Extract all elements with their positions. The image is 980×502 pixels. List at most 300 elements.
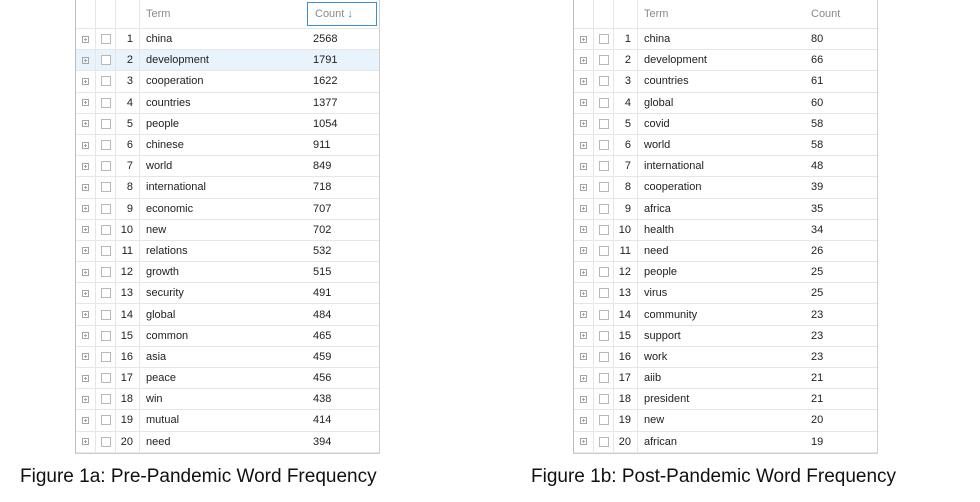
term-cell: international — [644, 160, 704, 173]
table-row[interactable] — [76, 432, 379, 453]
pre-pandemic-rows — [76, 29, 379, 453]
row-checkbox[interactable] — [599, 76, 609, 86]
table-row[interactable] — [574, 135, 877, 156]
count-cell: 58 — [811, 139, 824, 152]
table-row[interactable] — [76, 262, 379, 283]
expand-icon[interactable] — [580, 332, 587, 339]
row-checkbox[interactable] — [101, 119, 111, 129]
table-row[interactable] — [574, 29, 877, 50]
checkbox-cell[interactable] — [96, 50, 116, 70]
expand-cell[interactable] — [76, 220, 96, 240]
expand-icon[interactable] — [82, 353, 89, 360]
expand-cell[interactable] — [76, 114, 96, 134]
term-cell: cooperation — [146, 75, 204, 88]
expand-cell[interactable] — [574, 368, 594, 388]
row-index: 6 — [116, 135, 140, 155]
expand-cell[interactable] — [574, 304, 594, 324]
checkbox-cell[interactable] — [594, 241, 614, 261]
row-index: 17 — [614, 368, 638, 388]
expand-cell[interactable] — [76, 135, 96, 155]
expand-cell[interactable] — [574, 50, 594, 70]
checkbox-cell[interactable] — [594, 262, 614, 282]
row-checkbox[interactable] — [101, 310, 111, 320]
expand-icon[interactable] — [580, 142, 587, 149]
count-cell: 21 — [811, 393, 824, 406]
checkbox-cell[interactable] — [594, 432, 614, 452]
checkbox-cell[interactable] — [96, 347, 116, 367]
expand-icon[interactable] — [580, 353, 587, 360]
term-column-header[interactable]: Term — [644, 8, 669, 20]
row-checkbox[interactable] — [101, 437, 111, 447]
expand-icon[interactable] — [580, 375, 587, 382]
row-index: 13 — [116, 283, 140, 303]
count-cell: 23 — [811, 350, 824, 363]
expand-cell[interactable] — [76, 156, 96, 176]
row-checkbox[interactable] — [101, 34, 111, 44]
post-pandemic-table-panel — [573, 0, 878, 454]
expand-cell[interactable] — [76, 262, 96, 282]
expand-icon[interactable] — [82, 205, 89, 212]
expand-icon[interactable] — [580, 438, 587, 445]
expand-cell[interactable] — [574, 262, 594, 282]
table-row[interactable] — [574, 368, 877, 389]
checkbox-cell[interactable] — [96, 432, 116, 452]
table-row[interactable] — [76, 199, 379, 220]
header-expand-cell — [76, 0, 96, 28]
term-cell: growth — [146, 266, 180, 279]
expand-cell[interactable] — [76, 326, 96, 346]
count-cell: 1791 — [313, 54, 338, 67]
checkbox-cell[interactable] — [594, 93, 614, 113]
table-row[interactable] — [574, 241, 877, 262]
expand-icon[interactable] — [82, 247, 89, 254]
table-row[interactable] — [574, 50, 877, 71]
term-cell: need — [644, 244, 669, 257]
expand-icon[interactable] — [82, 163, 89, 170]
expand-cell[interactable] — [574, 199, 594, 219]
expand-cell[interactable] — [76, 241, 96, 261]
table-row[interactable] — [574, 283, 877, 304]
expand-cell[interactable] — [76, 432, 96, 452]
row-index: 17 — [116, 368, 140, 388]
expand-cell[interactable] — [574, 283, 594, 303]
expand-cell[interactable] — [574, 410, 594, 430]
expand-cell[interactable] — [76, 389, 96, 409]
table-row[interactable] — [76, 368, 379, 389]
count-cell: 1054 — [313, 117, 338, 130]
row-checkbox[interactable] — [599, 119, 609, 129]
expand-icon[interactable] — [580, 36, 587, 43]
row-checkbox[interactable] — [599, 267, 609, 277]
expand-cell[interactable] — [574, 114, 594, 134]
expand-cell[interactable] — [76, 304, 96, 324]
count-cell: 23 — [811, 329, 824, 342]
expand-icon[interactable] — [82, 290, 89, 297]
row-index: 15 — [614, 326, 638, 346]
expand-cell[interactable] — [574, 389, 594, 409]
expand-icon[interactable] — [580, 311, 587, 318]
expand-cell[interactable] — [574, 177, 594, 197]
table-row[interactable] — [574, 199, 877, 220]
term-cell: countries — [644, 75, 689, 88]
expand-cell[interactable] — [574, 432, 594, 452]
expand-cell[interactable] — [574, 93, 594, 113]
table-row[interactable] — [574, 177, 877, 198]
row-index: 13 — [614, 283, 638, 303]
expand-icon[interactable] — [580, 163, 587, 170]
table-row[interactable] — [76, 410, 379, 431]
expand-cell[interactable] — [574, 347, 594, 367]
row-checkbox[interactable] — [599, 373, 609, 383]
count-cell: 465 — [313, 329, 332, 342]
expand-icon[interactable] — [82, 78, 89, 85]
count-column-header[interactable]: Count — [811, 8, 841, 20]
checkbox-cell[interactable] — [594, 71, 614, 91]
count-cell: 20 — [811, 414, 824, 427]
row-checkbox[interactable] — [599, 34, 609, 44]
table-row[interactable] — [76, 347, 379, 368]
checkbox-cell[interactable] — [594, 220, 614, 240]
figure-1a-caption: Figure 1a: Pre-Pandemic Word Frequency — [20, 466, 377, 487]
count-cell: 702 — [313, 223, 332, 236]
row-checkbox[interactable] — [599, 55, 609, 65]
row-checkbox[interactable] — [101, 394, 111, 404]
expand-icon[interactable] — [82, 438, 89, 445]
term-cell: new — [146, 223, 167, 236]
checkbox-cell[interactable] — [594, 50, 614, 70]
row-index: 6 — [614, 135, 638, 155]
expand-cell[interactable] — [76, 347, 96, 367]
expand-icon[interactable] — [82, 311, 89, 318]
expand-cell[interactable] — [574, 29, 594, 49]
row-index: 18 — [116, 389, 140, 409]
term-cell: africa — [644, 202, 671, 215]
table-row[interactable] — [574, 389, 877, 410]
count-cell: 459 — [313, 350, 332, 363]
expand-icon[interactable] — [580, 78, 587, 85]
expand-cell[interactable] — [76, 368, 96, 388]
expand-cell[interactable] — [76, 71, 96, 91]
count-cell: 66 — [811, 54, 824, 67]
term-cell: covid — [644, 117, 670, 130]
row-checkbox[interactable] — [599, 161, 609, 171]
row-checkbox[interactable] — [599, 225, 609, 235]
row-checkbox[interactable] — [599, 352, 609, 362]
expand-icon[interactable] — [580, 57, 587, 64]
row-index: 4 — [116, 93, 140, 113]
table-row[interactable] — [574, 220, 877, 241]
table-row[interactable] — [574, 326, 877, 347]
row-index: 9 — [116, 199, 140, 219]
row-checkbox[interactable] — [599, 140, 609, 150]
checkbox-cell[interactable] — [96, 177, 116, 197]
count-cell: 707 — [313, 202, 332, 215]
expand-cell[interactable] — [574, 135, 594, 155]
table-row[interactable] — [574, 93, 877, 114]
expand-icon[interactable] — [82, 375, 89, 382]
row-checkbox[interactable] — [101, 161, 111, 171]
checkbox-cell[interactable] — [96, 220, 116, 240]
checkbox-cell[interactable] — [96, 283, 116, 303]
table-row[interactable] — [574, 304, 877, 325]
expand-cell[interactable] — [574, 220, 594, 240]
checkbox-cell[interactable] — [96, 93, 116, 113]
row-index: 15 — [116, 326, 140, 346]
expand-icon[interactable] — [580, 396, 587, 403]
header-index-cell — [614, 0, 638, 28]
count-cell: 438 — [313, 393, 332, 406]
count-column-label: Count — [315, 8, 345, 20]
term-cell: support — [644, 329, 681, 342]
table-row[interactable] — [76, 177, 379, 198]
checkbox-cell[interactable] — [594, 177, 614, 197]
term-cell: new — [644, 414, 665, 427]
row-checkbox[interactable] — [101, 288, 111, 298]
count-cell: 718 — [313, 181, 332, 194]
row-checkbox[interactable] — [101, 55, 111, 65]
expand-cell[interactable] — [76, 50, 96, 70]
checkbox-cell[interactable] — [594, 156, 614, 176]
expand-cell[interactable] — [76, 283, 96, 303]
expand-cell[interactable] — [574, 241, 594, 261]
row-index: 3 — [614, 71, 638, 91]
checkbox-cell[interactable] — [594, 283, 614, 303]
table-row[interactable] — [76, 389, 379, 410]
table-row[interactable] — [574, 347, 877, 368]
term-cell: security — [146, 287, 184, 300]
expand-icon[interactable] — [82, 57, 89, 64]
header-check-cell — [96, 0, 116, 28]
expand-icon[interactable] — [580, 247, 587, 254]
count-cell: 849 — [313, 160, 332, 173]
expand-icon[interactable] — [580, 99, 587, 106]
term-cell: peace — [146, 372, 176, 385]
table-row[interactable] — [574, 71, 877, 92]
expand-cell[interactable] — [574, 71, 594, 91]
row-index: 5 — [614, 114, 638, 134]
count-cell: 35 — [811, 202, 824, 215]
table-row[interactable] — [574, 114, 877, 135]
term-cell: asia — [146, 350, 167, 363]
expand-cell[interactable] — [76, 199, 96, 219]
count-cell: 26 — [811, 244, 824, 257]
count-cell: 34 — [811, 223, 824, 236]
checkbox-cell[interactable] — [96, 199, 116, 219]
term-cell: countries — [146, 96, 191, 109]
post-pandemic-table — [573, 0, 878, 454]
row-index: 18 — [614, 389, 638, 409]
table-row[interactable] — [76, 304, 379, 325]
row-checkbox[interactable] — [101, 331, 111, 341]
count-cell: 394 — [313, 435, 332, 448]
row-checkbox[interactable] — [599, 246, 609, 256]
table-row[interactable] — [76, 71, 379, 92]
count-cell: 484 — [313, 308, 332, 321]
table-row[interactable] — [574, 262, 877, 283]
row-index: 19 — [614, 410, 638, 430]
count-cell: 21 — [811, 372, 824, 385]
checkbox-cell[interactable] — [594, 114, 614, 134]
checkbox-cell[interactable] — [96, 410, 116, 430]
count-cell: 48 — [811, 160, 824, 173]
term-cell: development — [644, 54, 707, 67]
checkbox-cell[interactable] — [96, 262, 116, 282]
table-row[interactable] — [76, 29, 379, 50]
pre-pandemic-table-panel — [75, 0, 380, 454]
row-checkbox[interactable] — [101, 246, 111, 256]
count-cell: 39 — [811, 181, 824, 194]
row-checkbox[interactable] — [599, 437, 609, 447]
term-cell: chinese — [146, 139, 184, 152]
row-index: 8 — [614, 177, 638, 197]
table-row[interactable] — [76, 326, 379, 347]
row-index: 11 — [116, 241, 140, 261]
row-index: 14 — [116, 304, 140, 324]
row-checkbox[interactable] — [599, 98, 609, 108]
table-row[interactable] — [76, 135, 379, 156]
row-checkbox[interactable] — [599, 204, 609, 214]
expand-icon[interactable] — [82, 269, 89, 276]
checkbox-cell[interactable] — [96, 304, 116, 324]
expand-icon[interactable] — [82, 36, 89, 43]
row-checkbox[interactable] — [101, 373, 111, 383]
row-index: 20 — [116, 432, 140, 452]
row-checkbox[interactable] — [101, 182, 111, 192]
figure-1b-caption: Figure 1b: Post-Pandemic Word Frequency — [531, 466, 897, 487]
expand-cell[interactable] — [76, 29, 96, 49]
count-cell: 2568 — [313, 33, 338, 46]
term-cell: virus — [644, 287, 668, 300]
checkbox-cell[interactable] — [96, 156, 116, 176]
row-index: 2 — [614, 50, 638, 70]
count-cell: 61 — [811, 75, 824, 88]
table-row[interactable] — [76, 241, 379, 262]
checkbox-cell[interactable] — [96, 389, 116, 409]
expand-cell[interactable] — [574, 156, 594, 176]
table-row[interactable] — [574, 410, 877, 431]
term-cell: common — [146, 329, 189, 342]
checkbox-cell[interactable] — [594, 410, 614, 430]
expand-icon[interactable] — [82, 417, 89, 424]
term-cell: health — [644, 223, 674, 236]
term-cell: community — [644, 308, 698, 321]
expand-icon[interactable] — [580, 205, 587, 212]
checkbox-cell[interactable] — [594, 326, 614, 346]
expand-icon[interactable] — [580, 417, 587, 424]
term-cell: world — [146, 160, 173, 173]
table-header — [574, 0, 877, 29]
row-checkbox[interactable] — [599, 182, 609, 192]
checkbox-cell[interactable] — [96, 135, 116, 155]
checkbox-cell[interactable] — [96, 241, 116, 261]
table-row[interactable] — [574, 432, 877, 453]
expand-icon[interactable] — [82, 142, 89, 149]
row-checkbox[interactable] — [101, 98, 111, 108]
table-row[interactable] — [76, 114, 379, 135]
table-row[interactable] — [76, 93, 379, 114]
count-cell: 23 — [811, 308, 824, 321]
checkbox-cell[interactable] — [594, 347, 614, 367]
row-checkbox[interactable] — [101, 415, 111, 425]
expand-icon[interactable] — [580, 290, 587, 297]
row-checkbox[interactable] — [101, 267, 111, 277]
expand-icon[interactable] — [82, 120, 89, 127]
row-checkbox[interactable] — [599, 288, 609, 298]
table-row[interactable] — [76, 50, 379, 71]
count-cell: 80 — [811, 33, 824, 46]
table-row[interactable] — [574, 156, 877, 177]
term-cell: win — [146, 393, 163, 406]
checkbox-cell[interactable] — [96, 29, 116, 49]
checkbox-cell[interactable] — [96, 326, 116, 346]
term-column-header[interactable]: Term — [146, 8, 171, 20]
table-row[interactable] — [76, 220, 379, 241]
count-column-header[interactable] — [307, 2, 377, 26]
expand-icon[interactable] — [82, 226, 89, 233]
term-cell: work — [644, 350, 668, 363]
header-expand-cell — [574, 0, 594, 28]
checkbox-cell[interactable] — [96, 114, 116, 134]
header-check-cell — [594, 0, 614, 28]
row-checkbox[interactable] — [101, 225, 111, 235]
checkbox-cell[interactable] — [594, 199, 614, 219]
checkbox-cell[interactable] — [594, 368, 614, 388]
expand-icon[interactable] — [82, 99, 89, 106]
expand-icon[interactable] — [580, 184, 587, 191]
checkbox-cell[interactable] — [96, 368, 116, 388]
row-checkbox[interactable] — [599, 415, 609, 425]
term-cell: economic — [146, 202, 194, 215]
row-index: 16 — [116, 347, 140, 367]
term-cell: african — [644, 435, 678, 448]
term-cell: world — [644, 139, 671, 152]
expand-icon[interactable] — [580, 120, 587, 127]
row-index: 5 — [116, 114, 140, 134]
count-cell: 1377 — [313, 96, 338, 109]
checkbox-cell[interactable] — [594, 304, 614, 324]
expand-icon[interactable] — [580, 269, 587, 276]
row-index: 9 — [614, 199, 638, 219]
row-checkbox[interactable] — [101, 76, 111, 86]
row-checkbox[interactable] — [101, 204, 111, 214]
expand-icon[interactable] — [580, 226, 587, 233]
checkbox-cell[interactable] — [594, 389, 614, 409]
table-row[interactable] — [76, 156, 379, 177]
row-checkbox[interactable] — [101, 140, 111, 150]
row-index: 3 — [116, 71, 140, 91]
checkbox-cell[interactable] — [96, 71, 116, 91]
checkbox-cell[interactable] — [594, 29, 614, 49]
row-index: 16 — [614, 347, 638, 367]
row-checkbox[interactable] — [599, 310, 609, 320]
expand-icon[interactable] — [82, 332, 89, 339]
expand-icon[interactable] — [82, 184, 89, 191]
row-checkbox[interactable] — [599, 331, 609, 341]
expand-cell[interactable] — [76, 410, 96, 430]
row-index: 10 — [614, 220, 638, 240]
row-index: 20 — [614, 432, 638, 452]
table-row[interactable] — [76, 283, 379, 304]
expand-cell[interactable] — [76, 93, 96, 113]
expand-cell[interactable] — [574, 326, 594, 346]
row-checkbox[interactable] — [599, 394, 609, 404]
count-cell: 911 — [313, 139, 331, 152]
expand-cell[interactable] — [76, 177, 96, 197]
expand-icon[interactable] — [82, 396, 89, 403]
checkbox-cell[interactable] — [594, 135, 614, 155]
row-checkbox[interactable] — [101, 352, 111, 362]
row-index: 10 — [116, 220, 140, 240]
